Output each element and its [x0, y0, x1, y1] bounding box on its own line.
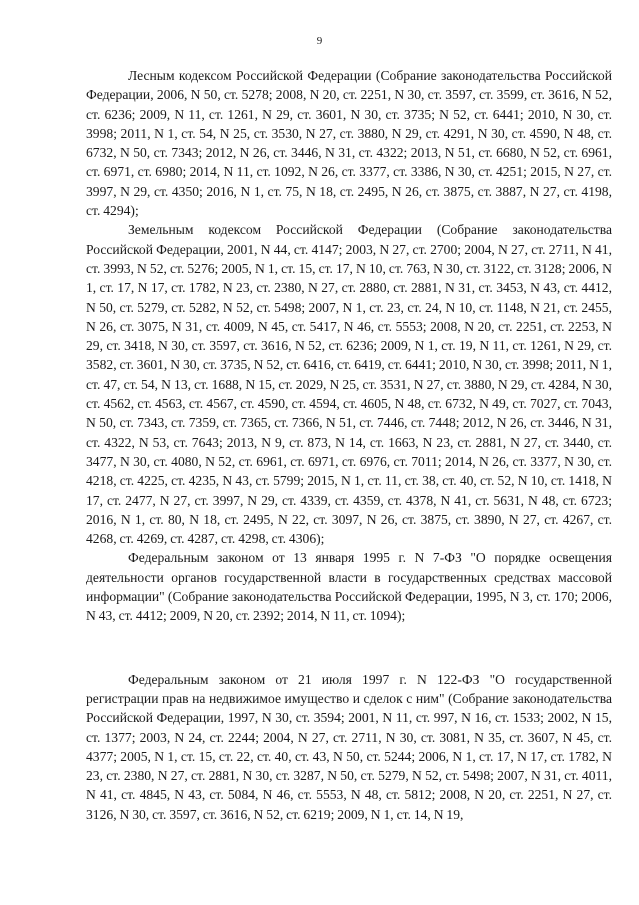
body-text	[86, 66, 612, 824]
paragraph-law-7-fz: Федеральным законом от 13 января 1995 г. N 7-ФЗ "О порядке освещения деятельности органов государственной власти в государственных средствах массовой информации" (Собрание законодательства Российской Федерации, 1995, N 3, ст. 170; 2006, N 43, ст. 4412; 2009, N 20, ст. 2392; 2014, N 11, ст. 1094);	[86, 550, 612, 624]
paragraph-land-code: Земельным кодексом Российской Федерации (Собрание законодательства Российской Федерации, 2001, N 44, ст. 4147; 2003, N 27, ст. 2700; 2004, N 27, ст. 2711, N 41, ст. 3993, N 52, ст. 5276; 2005, N 1, ст. 15, ст. 17, N 10, ст. 763, N 30, ст. 3122, ст. 3128; 2006, N 1, ст. 17, N 17, ст. 1782, N 23, ст. 2380, N 27, ст. 2880, ст. 2881, N 31, ст. 3453, N 43, ст. 4412, N 50, ст. 5279, ст. 5282, N 52, ст. 5498; 2007, N 1, ст. 23, ст. 24, N 10, ст. 1148, N 21, ст. 2455, N 26, ст. 3075, N 31, ст. 4009, N 45, ст. 5417, N 46, ст. 5553; 2008, N 20, ст. 2251, ст. 2253, N 29, ст. 3418, N 30, ст. 3597, ст. 3616, N 52, ст. 6236; 2009, N 1, ст. 19, N 11, ст. 1261, N 29, ст. 3582, ст. 3601, N 30, ст. 3735, N 52, ст. 6416, ст. 6419, ст. 6441; 2010, N 30, ст. 3998; 2011, N 1, ст. 47, ст. 54, N 13, ст. 1688, N 15, ст. 2029, N 25, ст. 3531, N 27, ст. 3880, N 29, ст. 4284, N 30, ст. 4562, ст. 4563, ст. 4567, ст. 4590, ст. 4594, ст. 4605, N 48, ст. 6732, N 49, ст. 7027, ст. 7043, N 50, ст. 7343, ст. 7359, ст. 7365, ст. 7366, N 51, ст. 7446, ст. 7448; 2012, N 26, ст. 3446, N 31, ст. 4322, N 53, ст. 7643; 2013, N 9, ст. 873, N 14, ст. 1663, N 23, ст. 2881, N 27, ст. 3440, ст. 3477, N 30, ст. 4080, N 52, ст. 6961, ст. 6971, ст. 6976, ст. 7011; 2014, N 26, ст. 3377, N 30, ст. 4218, ст. 4225, ст. 4235, N 43, ст. 5799; 2015, N 1, ст. 11, ст. 38, ст. 40, ст. 52, N 10, ст. 1418, N 17, ст. 2477, N 27, ст. 3997, N 29, ст. 4339, ст. 4359, ст. 4378, N 41, ст. 5631, N 48, ст. 6723; 2016, N 1, ст. 80, N 18, ст. 2495, N 22, ст. 3097, N 26, ст. 3875, ст. 3890, N 27, ст. 4267, ст. 4268, ст. 4269, ст. 4287, ст. 4298, ст. 4306);	[86, 222, 612, 547]
page-number: 9	[316, 35, 323, 47]
paragraph-law-122-fz: Федеральным законом от 21 июля 1997 г. N 122-ФЗ "О государственной регистрации прав на недвижимое имущество и сделок с ним" (Собрание законодательства Российской Федерации, 1997, N 30, ст. 3594; 2001, N 11, ст. 997, N 16, ст. 1533; 2002, N 15, ст. 1377; 2003, N 24, ст. 2244; 2004, N 27, ст. 2711, N 30, ст. 3081, N 35, ст. 3607, N 45, ст. 4377; 2005, N 1, ст. 15, ст. 22, ст. 40, ст. 43, N 50, ст. 5244; 2006, N 1, ст. 17, N 17, ст. 1782, N 23, ст. 2380, N 27, ст. 2881, N 30, ст. 3287, N 50, ст. 5279, N 52, ст. 5498; 2007, N 31, ст. 4011, N 41, ст. 4845, N 43, ст. 5084, N 46, ст. 5553, N 48, ст. 5812; 2008, N 20, ст. 2251, N 27, ст. 3126, N 30, ст. 3597, ст. 3616, N 52, ст. 6219; 2009, N 1, ст. 14, N 19,	[86, 671, 612, 822]
paragraph-forest-code: Лесным кодексом Российской Федерации (Собрание законодательства Российской Федерации, 2006, N 50, ст. 5278; 2008, N 20, ст. 2251, N 30, ст. 3597, ст. 3599, ст. 3616, N 52, ст. 6236; 2009, N 11, ст. 1261, N 29, ст. 3601, N 30, ст. 3735; N 52, ст. 6441; 2010, N 30, ст. 3998; 2011, N 1, ст. 54, N 25, ст. 3530, N 27, ст. 3880, N 29, ст. 4291, N 30, ст. 4590, N 48, ст. 6732, N 50, ст. 7343; 2012, N 26, ст. 3446, N 31, ст. 4322; 2013, N 51, ст. 6680, N 52, ст. 6961, ст. 6971, ст. 6980; 2014, N 11, ст. 1092, N 26, ст. 3377, ст. 3386, N 30, ст. 4251; 2015, N 27, ст. 3997, N 29, ст. 4350; 2016, N 1, ст. 75, N 18, ст. 2495, N 26, ст. 3875, ст. 3887, N 27, ст. 4198, ст. 4294);	[86, 68, 612, 219]
